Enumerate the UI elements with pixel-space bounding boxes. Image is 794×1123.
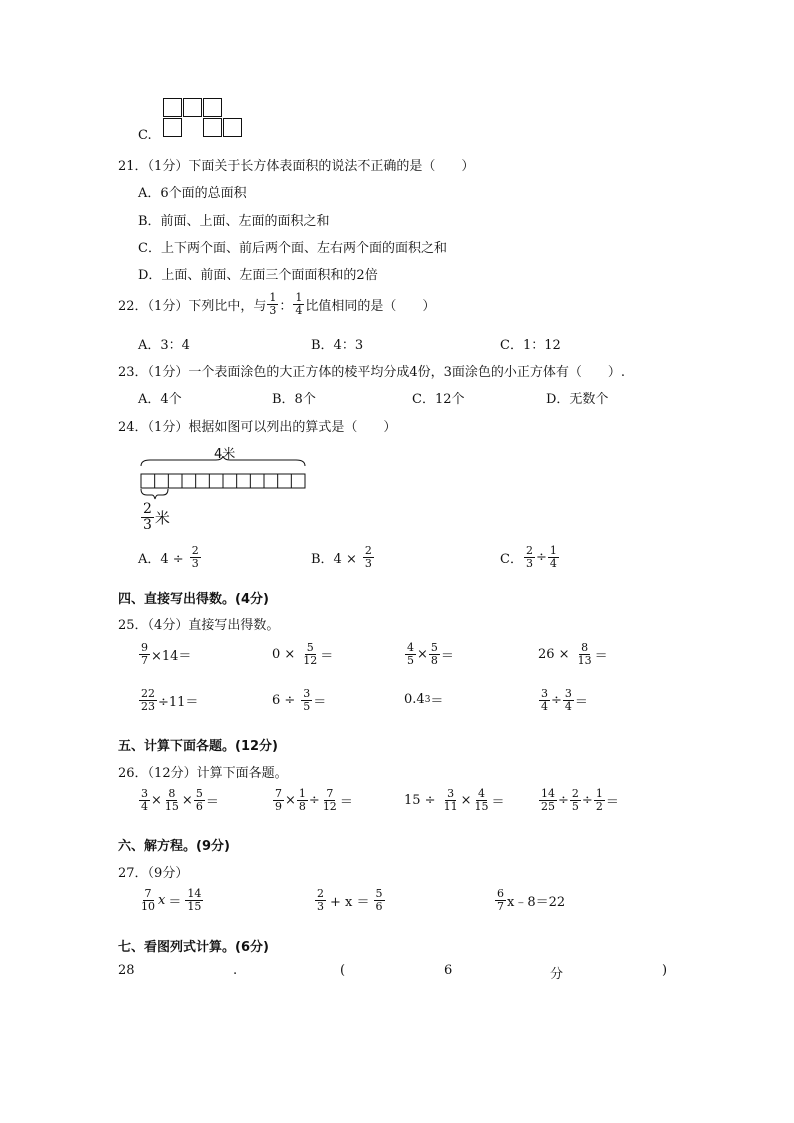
q28-dot: . bbox=[233, 963, 238, 978]
section-5-title: 五、计算下面各题。(12分) bbox=[118, 739, 278, 754]
section-6-title: 六、解方程。(9分) bbox=[118, 839, 230, 854]
q27-eq-1: $\frac{7}{10}$ x ＝ $\frac{14}{15}$ bbox=[141, 887, 202, 913]
q22-option-b[interactable]: B．4：3 bbox=[311, 338, 364, 353]
q26-expr-4: $\frac{14}{25}$ ÷ $\frac{2}{5}$ ÷ $\frac{1}{2}$ ＝ bbox=[541, 787, 619, 813]
q23-option-c[interactable]: C．12个 bbox=[412, 392, 465, 407]
q26-stem: 26．（12分）计算下面各题。 bbox=[118, 766, 288, 781]
q21-option-c[interactable]: C．上下两个面、前后两个面、左右两个面的面积之和 bbox=[138, 241, 447, 256]
q23-stem: 23．（1分）一个表面涂色的大正方体的棱平均分成4份，3面涂色的小正方体有（ ）. bbox=[118, 365, 625, 380]
q25-stem: 25．（4分）直接写出得数。 bbox=[118, 618, 280, 633]
q28-open-paren: ( bbox=[340, 963, 346, 978]
q28-number: 28 bbox=[118, 963, 135, 978]
q23-option-b[interactable]: B．8个 bbox=[272, 392, 316, 407]
q22-stem: 22．（1分）下列比中，与 $\frac{1}{3}$ ： $\frac{1}{4}$ 比值相同的是（ ） bbox=[118, 291, 436, 317]
q25-item-8: $\frac{3}{4}$ ÷ $\frac{3}{4}$ ＝ bbox=[541, 687, 588, 713]
q28-score: 6 bbox=[444, 963, 453, 978]
q21-option-d[interactable]: D．上面、前面、左面三个面面积和的2倍 bbox=[138, 268, 378, 283]
q21-stem: 21．（1分）下面关于长方体表面积的说法不正确的是（ ） bbox=[118, 159, 475, 174]
q24-option-c[interactable]: C． $\frac{2}{3}$ ÷ $\frac{1}{4}$ bbox=[500, 544, 557, 570]
q23-option-a[interactable]: A．4个 bbox=[138, 392, 182, 407]
q28-close-paren: ) bbox=[662, 963, 668, 978]
q21-option-a[interactable]: A．6个面的总面积 bbox=[138, 186, 247, 201]
q28-unit: 分 bbox=[550, 967, 564, 982]
q27-eq-2: $\frac{2}{3}$ + x ＝ $\frac{5}{6}$ bbox=[317, 887, 383, 913]
bottom-brace bbox=[141, 489, 168, 499]
q24-figure-top-label: 4米 bbox=[214, 447, 236, 462]
top-brace bbox=[141, 456, 305, 466]
section-4-title: 四、直接写出得数。(4分) bbox=[118, 592, 269, 607]
q25-item-4: 26 × $\frac{8}{13}$ ＝ bbox=[538, 641, 608, 667]
q22-option-a[interactable]: A．3：4 bbox=[138, 338, 190, 353]
q24-option-b[interactable]: B．4 × $\frac{2}{3}$ bbox=[311, 544, 372, 570]
q20-option-c-label: C. bbox=[138, 128, 152, 143]
q24-stem: 24．（1分）根据如图可以列出的算式是（ ） bbox=[118, 420, 397, 435]
q25-item-7: 0.4 3 ＝ bbox=[404, 692, 444, 709]
q27-eq-3: $\frac{6}{7}$ x﹣8＝22 bbox=[497, 887, 566, 913]
q27-stem: 27．（9分） bbox=[118, 866, 189, 881]
q24-figure-part-label: $\frac{2}{3}$ 米 bbox=[143, 501, 170, 533]
q26-expr-3: 15 ÷ $\frac{3}{11}$ × $\frac{4}{15}$ ＝ bbox=[404, 787, 505, 813]
q26-expr-1: $\frac{3}{4}$ × $\frac{8}{15}$ × $\frac{5}{6}$ ＝ bbox=[141, 787, 219, 813]
q24-option-a[interactable]: A．4 ÷ $\frac{2}{3}$ bbox=[138, 544, 199, 570]
q23-option-d[interactable]: D．无数个 bbox=[546, 392, 609, 407]
q25-item-5: $\frac{22}{23}$ ÷11＝ bbox=[141, 687, 199, 713]
q25-item-3: $\frac{4}{5}$ × $\frac{5}{8}$ ＝ bbox=[407, 641, 454, 667]
q25-item-6: 6 ÷ $\frac{3}{5}$ ＝ bbox=[272, 687, 327, 713]
q21-option-b[interactable]: B．前面、上面、左面的面积之和 bbox=[138, 214, 330, 229]
segmented-strip bbox=[141, 474, 305, 488]
q26-expr-2: $\frac{7}{9}$ × $\frac{1}{8}$ ÷ $\frac{7}{12}$ ＝ bbox=[275, 787, 353, 813]
section-7-title: 七、看图列式计算。(6分) bbox=[118, 940, 269, 955]
q25-item-1: $\frac{9}{7}$ ×14＝ bbox=[141, 641, 192, 667]
q25-item-2: 0 × $\frac{5}{12}$ ＝ bbox=[272, 641, 334, 667]
q22-option-c[interactable]: C．1：12 bbox=[500, 338, 561, 353]
q24-strip-figure bbox=[138, 456, 310, 502]
